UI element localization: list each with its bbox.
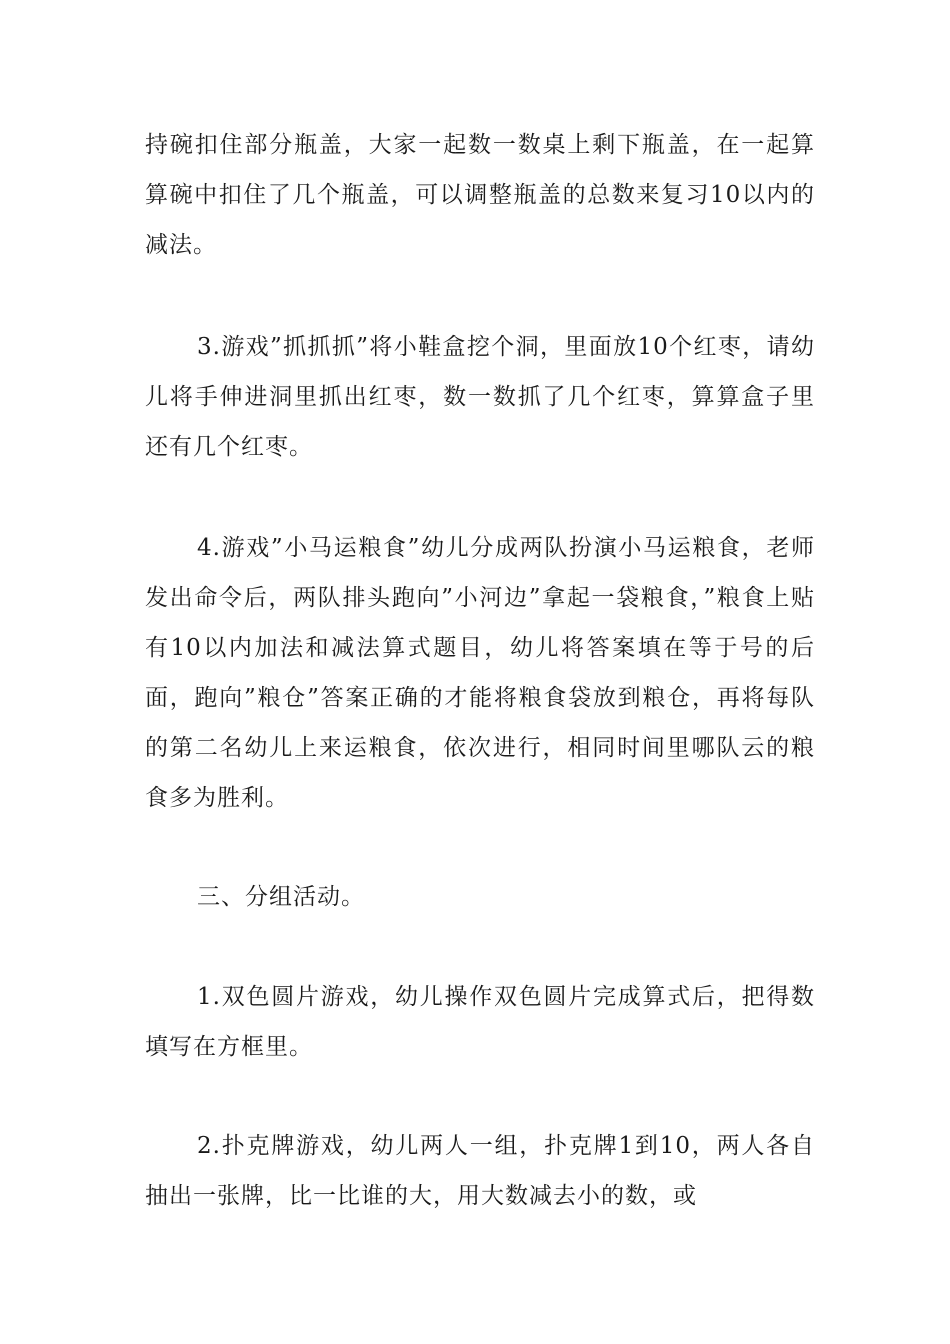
paragraph-two-color-discs: 1.双色圆片游戏，幼儿操作双色圆片完成算式后，把得数填写在方框里。	[145, 984, 815, 1060]
paragraph-game-grab: 3.游戏”抓抓抓”将小鞋盒挖个洞，里面放10个红枣，请幼儿将手伸进洞里抓出红枣，数一数抓了几个红枣，算算盒子里还有几个红枣。	[145, 334, 815, 460]
paragraph-game-horse: 4.游戏”小马运粮食”幼儿分成两队扮演小马运粮食，老师发出命令后，两队排头跑向”小河边”拿起一袋粮食，”粮食上贴有10以内加法和减法算式题目，幼儿将答案填在等于号的后面，跑向”粮仓”答案正确的才能将粮食袋放到粮仓，再将每队的第二名幼儿上来运粮食，依次进行，相同时间里哪队云的粮食多为胜利。	[145, 535, 815, 811]
paragraph-poker-game: 2.扑克牌游戏，幼儿两人一组，扑克牌1到10，两人各自抽出一张牌，比一比谁的大，用大数减去小的数，或	[145, 1133, 815, 1209]
paragraph-continued: 持碗扣住部分瓶盖，大家一起数一数桌上剩下瓶盖，在一起算算碗中扣住了几个瓶盖，可以调整瓶盖的总数来复习10以内的减法。	[145, 132, 815, 258]
section-heading-group-activity: 三、分组活动。	[197, 884, 365, 910]
